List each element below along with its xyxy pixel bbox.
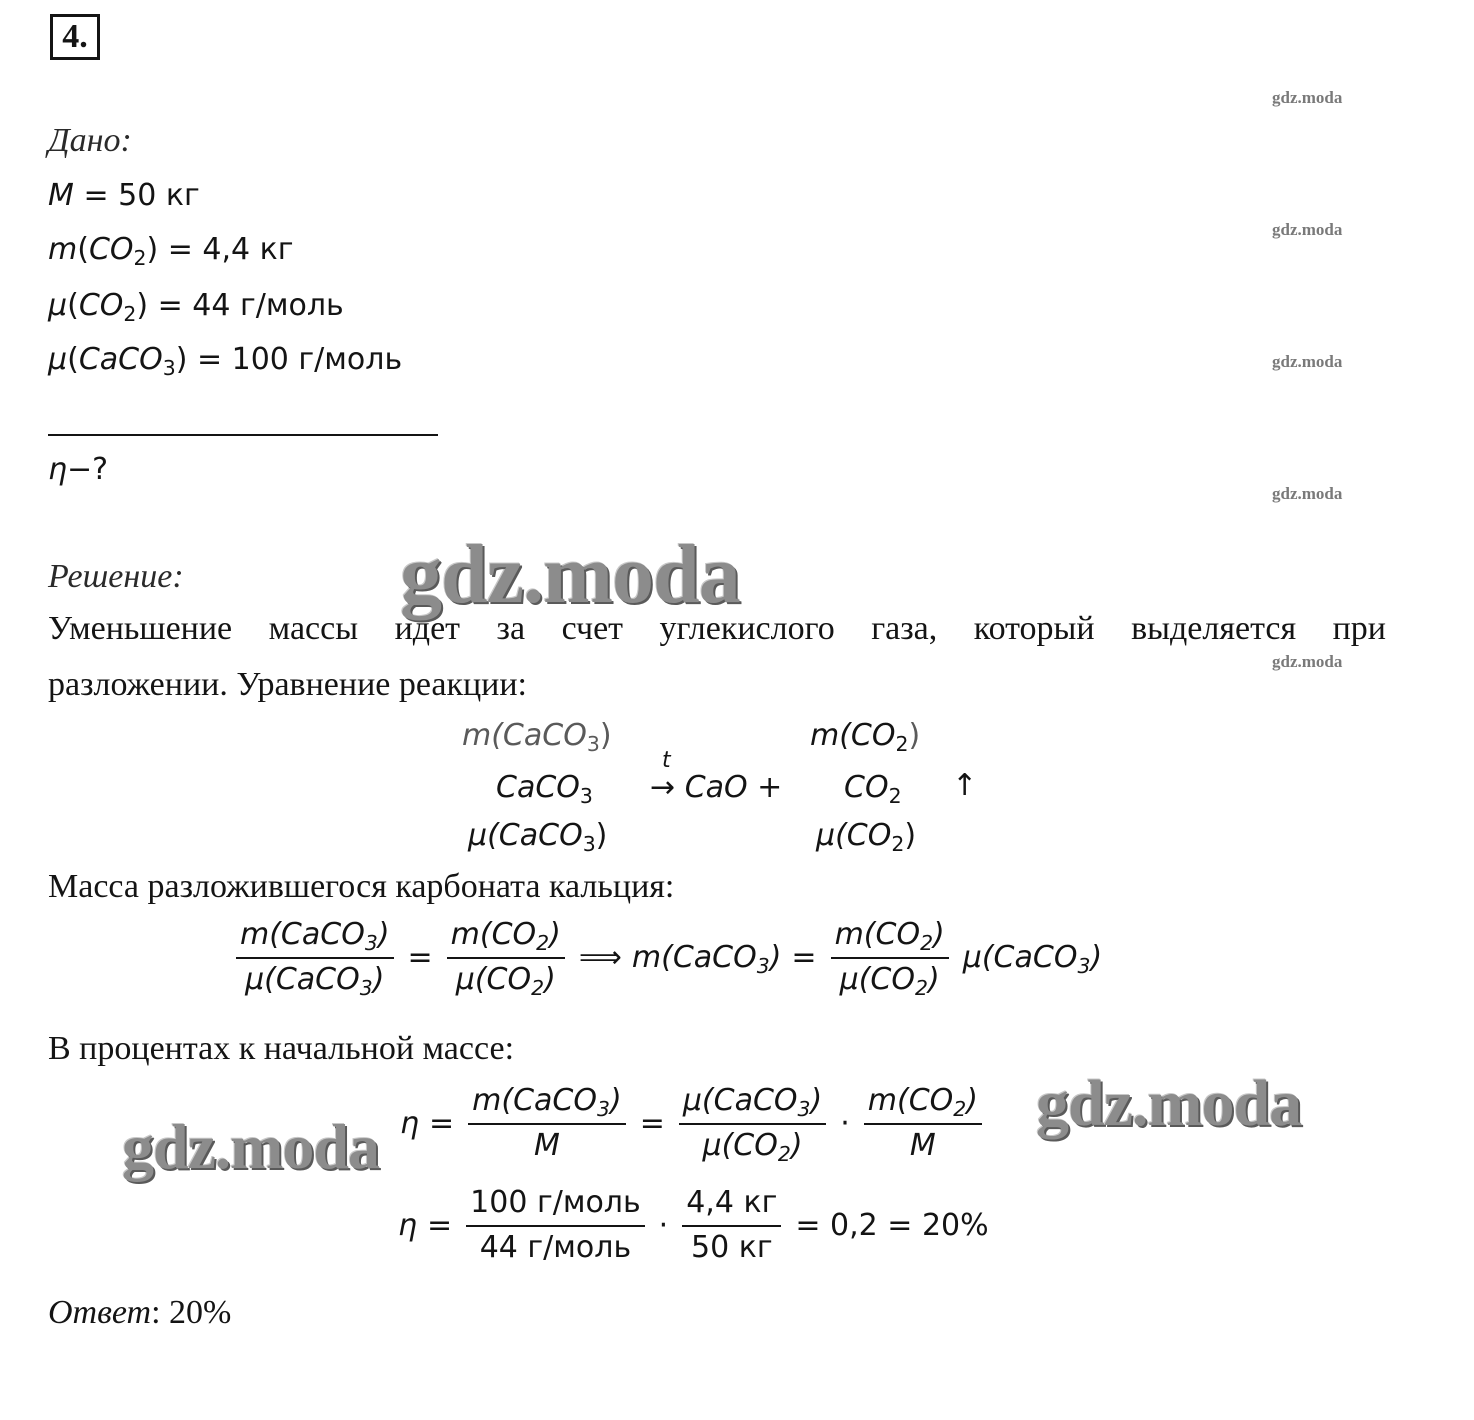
watermark-large: gdz.moda — [400, 528, 740, 621]
watermark-small: gdz.moda — [1272, 652, 1343, 671]
subscript: 3 — [162, 356, 176, 381]
given-heading: Дано: — [48, 122, 132, 159]
watermark-small: gdz.moda — [1272, 220, 1343, 239]
task-number: 4. — [50, 14, 100, 60]
symbol: μ — [48, 342, 68, 377]
equals: = — [427, 1208, 453, 1243]
find-text: −? — [67, 452, 109, 487]
reaction-above-right: $m(CO_2)$ — [810, 718, 921, 757]
numerator: 100 г/моль — [466, 1186, 645, 1227]
formula: CO — [78, 288, 124, 323]
symbol: η — [398, 1208, 418, 1243]
result: = 0,2 = 20% — [795, 1208, 989, 1243]
reaction-below-left: μ(CaCO$_3$) — [468, 818, 608, 857]
watermark-small: gdz.moda — [1272, 352, 1343, 371]
fraction — [466, 1186, 645, 1265]
find-line — [48, 452, 108, 487]
formula: CO — [844, 770, 889, 805]
symbol: μ — [48, 288, 68, 323]
reaction-gas-product — [844, 770, 902, 809]
answer — [48, 1294, 231, 1332]
solution-heading: Решение: — [48, 558, 184, 595]
formula-mass: $\frac{m(CaCO_3)}{\mu(CaCO_3)}$ = $\frac{m(CO_2)}{\mu(CO_2)}$ ⟹ m(CaCO$_3$) = $\frac{m(CO_2)}{\mu(CO_2)}$ μ(CaCO$_3$) — [232, 918, 1102, 997]
formula-calculation — [398, 1186, 989, 1265]
subscript: 2 — [888, 784, 902, 809]
subscript: 3 — [582, 832, 596, 857]
denominator: 50 кг — [690, 1229, 773, 1265]
subscript: 3 — [579, 784, 593, 809]
subscript: 2 — [133, 246, 147, 271]
percent-label: В процентах к начальной массе: — [48, 1030, 515, 1067]
fraction — [682, 1186, 781, 1265]
subscript: 2 — [895, 732, 909, 757]
answer-label: Ответ — [48, 1294, 152, 1331]
value: = 50 кг — [83, 178, 200, 213]
watermark-large: gdz.moda — [1036, 1067, 1302, 1140]
symbol: m — [48, 232, 78, 267]
answer-value: : 20% — [151, 1294, 232, 1331]
fraction: $\frac{m(CO_2)}{\mu(CO_2)}$ — [447, 918, 565, 997]
paragraph-line: разложении. Уравнение реакции: — [48, 666, 528, 703]
reaction-below-right: $\mu(CO_2)$ — [816, 818, 917, 857]
reaction-reactant — [496, 770, 593, 809]
symbol: η — [48, 452, 68, 487]
subscript: 3 — [586, 732, 600, 757]
reaction-condition: t — [662, 748, 671, 773]
fraction: $\frac{m(CaCO_3)}{\mu(CaCO_3)}$ — [236, 918, 394, 997]
given-line-co2-mass: $m(CO_2) = 4,4$ кг — [48, 232, 294, 271]
subscript: 2 — [123, 302, 137, 327]
fraction: $\frac{m(CO_2)}{M}$ — [864, 1084, 982, 1163]
multiply: · — [658, 1208, 669, 1243]
value: = 100 г/моль — [196, 342, 403, 377]
formula: μ(CO — [816, 818, 892, 853]
formula: CaCO — [496, 770, 580, 805]
value: = 44 г/моль — [157, 288, 344, 323]
gas-up-arrow: ↑ — [952, 768, 978, 803]
reaction-arrow-and-product — [650, 770, 782, 805]
symbol: M — [48, 178, 74, 213]
product: CaO + — [684, 770, 783, 805]
given-line-mass — [48, 178, 200, 213]
reaction-above-left: m(CaCO$_3$) — [462, 718, 612, 757]
numerator: 4,4 кг — [682, 1186, 781, 1227]
paragraph-line: Уменьшение массы идет за счет углекислого газа, который выделяется при — [48, 610, 1386, 647]
formula: CaCO — [78, 342, 163, 377]
given-line-caco3-molar: μ(CaCO$_3$) = 100 г/моль — [48, 342, 403, 381]
fraction: $\frac{\mu(CaCO_3)}{\mu(CO_2)}$ — [679, 1084, 826, 1163]
divider-line — [48, 434, 438, 436]
subscript: 2 — [891, 832, 905, 857]
value: = 4,4 кг — [167, 232, 294, 267]
watermark-small: gdz.moda — [1272, 88, 1343, 107]
formula: m(CO — [810, 718, 896, 753]
reaction-arrow: → — [650, 770, 676, 805]
watermark-large: gdz.moda — [122, 1111, 379, 1182]
watermark-small: gdz.moda — [1272, 484, 1343, 503]
formula: μ(CaCO — [468, 818, 583, 853]
formula: m(CaCO — [462, 718, 587, 753]
fraction: $\frac{m(CaCO_3)}{M}$ — [468, 1084, 626, 1163]
formula-eta: η = $\frac{m(CaCO_3)}{M}$ = $\frac{\mu(CaCO_3)}{\mu(CO_2)}$ · $\frac{m(CO_2)}{M}$ — [400, 1084, 986, 1163]
denominator: 44 г/моль — [479, 1229, 632, 1265]
given-line-co2-molar: $\mu(CO_2) = 44$ г/моль — [48, 288, 344, 327]
mass-label: Масса разложившегося карбоната кальция: — [48, 868, 675, 905]
formula: CO — [88, 232, 134, 267]
fraction: $\frac{m(CO_2)}{\mu(CO_2)}$ — [831, 918, 949, 997]
